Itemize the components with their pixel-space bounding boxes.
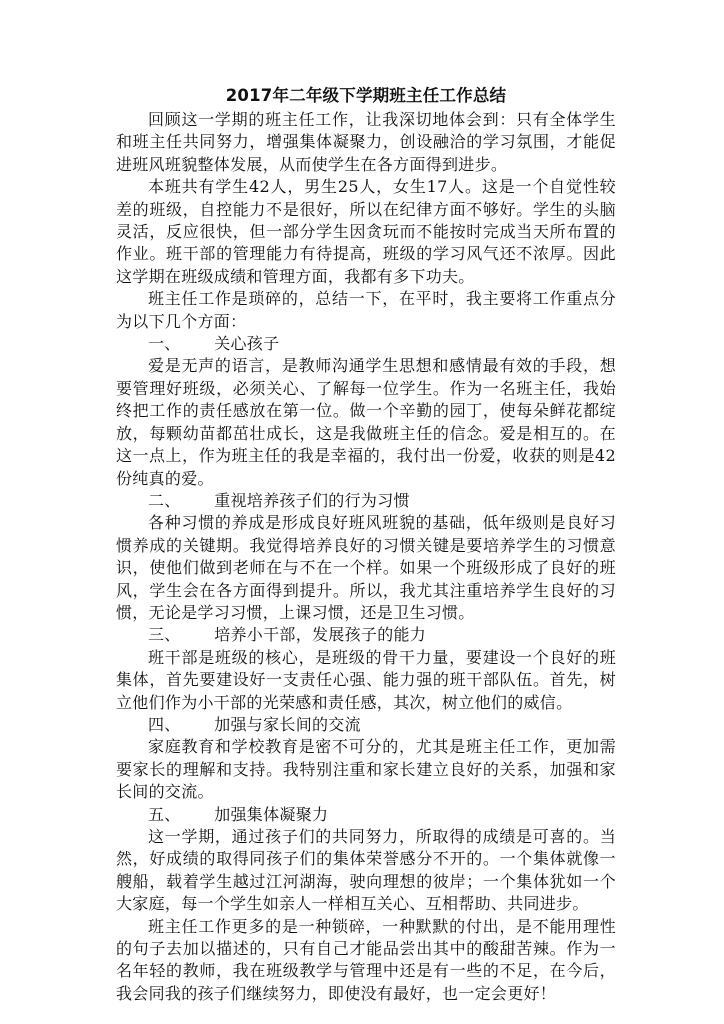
section-heading	[116, 714, 616, 736]
document-title: 2017年二年级下学期班主任工作总结	[225, 86, 507, 105]
section-heading-text: 加强集体凝聚力	[214, 804, 329, 824]
section-1	[116, 333, 616, 490]
document-page	[116, 84, 616, 1005]
section-number: 一、	[148, 334, 181, 354]
section-body: 这一学期，通过孩子们的共同努力，所取得的成绩是可喜的。当然，好成绩的取得同孩子们的集体荣誉感分不开的。一个集体就像一艘船，载着学生越过江河湖海，驶向理想的彼岸；一个集体犹如一个大家庭，每一个学生如亲人一样相互关心、互相帮助、共同进步。	[116, 827, 616, 914]
section-2	[116, 490, 616, 624]
section-heading-text: 关心孩子	[214, 334, 280, 354]
section-4	[116, 714, 616, 804]
section-body: 家庭教育和学校教育是密不可分的，尤其是班主任工作，更加需要家长的理解和支持。我特别注重和家长建立良好的关系，加强和家长间的交流。	[116, 737, 616, 802]
section-body: 各种习惯的养成是形成良好班风班貌的基础，低年级则是良好习惯养成的关键期。我觉得培养良好的习惯关键是要培养学生的习惯意识，使他们做到老师在与不在一个样。如果一个班级形成了良好的班风，学生会在各方面得到提升。所以，我尤其注重培养学生良好的习惯，无论是学习习惯，上课习惯，还是卫生习惯。	[116, 513, 616, 622]
conclusion-paragraph: 班主任工作更多的是一种锁碎，一种默默的付出，是不能用理性的句子去加以描述的，只有自己才能品尝出其中的酸甜苦辣。作为一名年轻的教师，我在班级教学与管理中还是有一些的不足，在今后，我会同我的孩子们继续努力，即使没有最好，也一定会更好！	[116, 916, 616, 1003]
section-heading	[116, 490, 616, 512]
section-heading	[116, 624, 616, 646]
section-3	[116, 624, 616, 714]
section-number: 五、	[148, 804, 181, 824]
section-number: 三、	[148, 625, 181, 645]
section-heading-text: 重视培养孩子们的行为习惯	[214, 490, 410, 510]
section-heading	[116, 333, 616, 355]
intro-paragraph-2: 本班共有学生42人，男生25人，女生17人。这是一个自觉性较差的班级，自控能力不是很好，所以在纪律方面不够好。学生的头脑灵活，反应很快，但一部分学生因贪玩而不能按时完成当天所布置的作业。班干部的管理能力有待提高，班级的学习风气还不浓厚。因此这学期在班级成绩和管理方面，我都有多下功夫。	[116, 177, 616, 286]
intro-paragraph-3: 班主任工作是琐碎的，总结一下，在平时，我主要将工作重点分为以下几个方面：	[116, 289, 616, 331]
section-heading-text: 培养小干部，发展孩子的能力	[214, 625, 427, 645]
section-body: 班干部是班级的核心，是班级的骨干力量，要建设一个良好的班集体，首先要建设好一支责任心强、能力强的班干部队伍。首先，树立他们作为小干部的光荣感和责任感，其次，树立他们的威信。	[116, 647, 616, 712]
section-body: 爱是无声的语言，是教师沟通学生思想和感情最有效的手段，想要管理好班级，必须关心、了解每一位学生。作为一名班主任，我始终把工作的责任感放在第一位。做一个辛勤的园丁，使每朵鲜花都绽放，每颗幼苗都茁壮成长，这是我做班主任的信念。爱是相互的。在这一点上，作为班主任的我是幸福的，我付出一份爱，收获的则是42份纯真的爱。	[116, 356, 616, 488]
section-heading	[116, 804, 616, 826]
section-number: 四、	[148, 714, 181, 734]
section-5	[116, 804, 616, 916]
intro-paragraph-1: 回顾这一学期的班主任工作，让我深切地体会到：只有全体学生和班主任共同努力，增强集体凝聚力，创设融洽的学习氛围，才能促进班风班貌整体发展，从而使学生在各方面得到进步。	[116, 110, 616, 174]
section-heading-text: 加强与家长间的交流	[214, 714, 361, 734]
section-number: 二、	[148, 490, 181, 510]
